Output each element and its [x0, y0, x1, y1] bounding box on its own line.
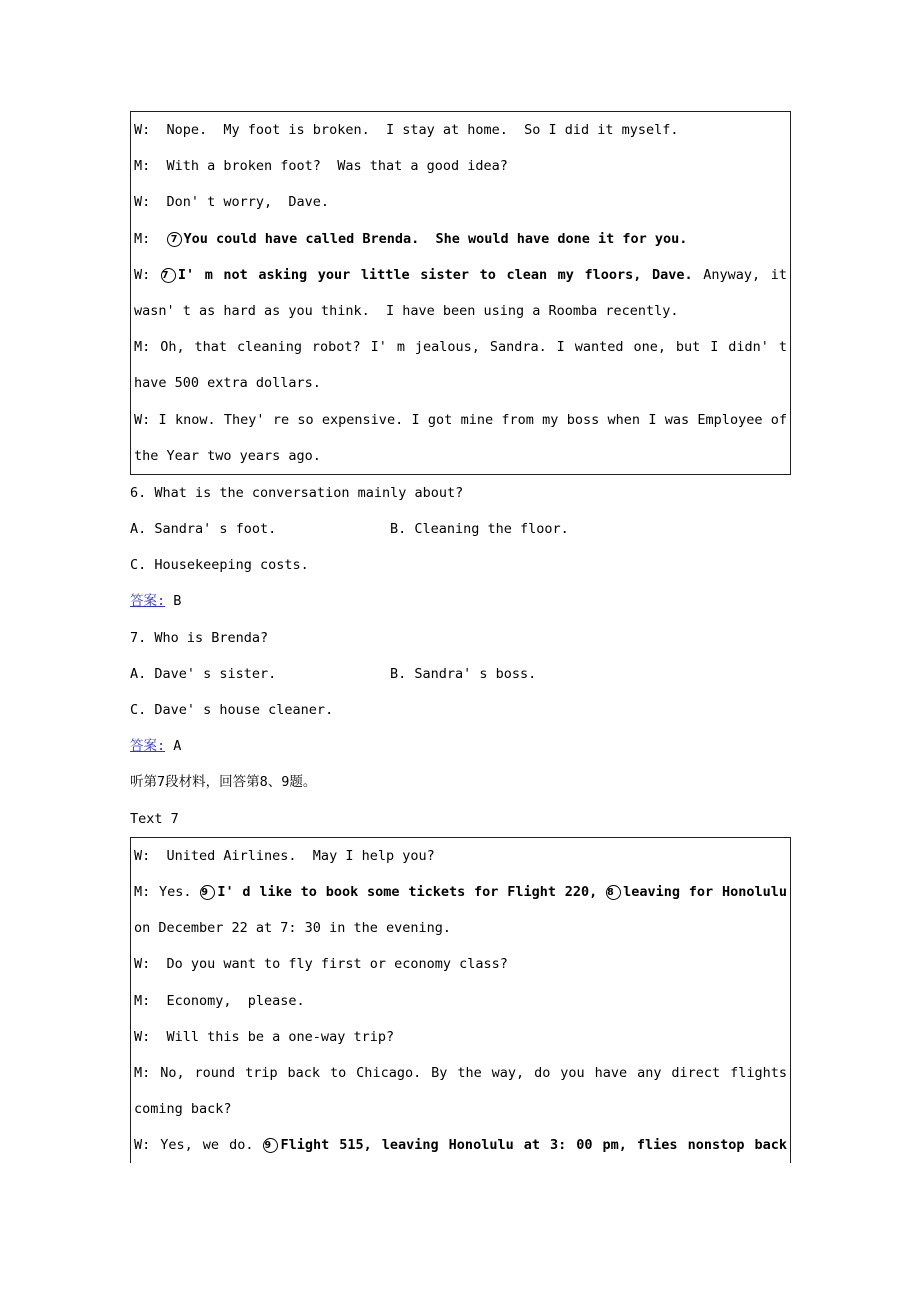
- dialogue-line: [134, 221, 787, 257]
- dialogue-line: [134, 1019, 787, 1055]
- circled-number-8-icon: 8: [606, 885, 621, 900]
- text-segment: W:: [134, 266, 161, 283]
- option-b: B. Sandra' s boss.: [390, 665, 537, 682]
- text7-heading: Text 7: [130, 810, 179, 827]
- dialogue-line: [134, 838, 787, 874]
- question-6: 6. What is the conversation mainly about?: [130, 484, 464, 501]
- answer-7: [130, 728, 791, 764]
- question-7-options: [130, 656, 791, 692]
- answer-6: [130, 583, 791, 619]
- dialogue-line: [134, 910, 787, 946]
- dialogue-line: [134, 402, 787, 438]
- dialogue-line: [134, 1091, 787, 1127]
- option-b: B. Cleaning the floor.: [390, 521, 569, 538]
- text-segment: wasn' t as hard as you think. I have been using a Roomba recently.: [134, 302, 679, 319]
- question-6-options: [130, 511, 791, 547]
- text-segment: W: Nope. My foot is broken. I stay at home. So I did it myself.: [134, 122, 679, 138]
- option-a: A. Sandra' s foot.: [130, 521, 277, 538]
- dialogue-line: [134, 148, 787, 184]
- question-7-option-c: C. Dave' s house cleaner.: [130, 702, 334, 718]
- text-segment: W: Do you want to fly first or economy class?: [134, 956, 508, 973]
- dialogue-line: [134, 1127, 787, 1163]
- listening-instruction: 听第7段材料，回答第8、9题。: [130, 774, 317, 791]
- dialogue-line: [134, 257, 787, 293]
- content-column: [130, 111, 791, 1163]
- answer-value: B: [165, 593, 182, 610]
- text-segment: the Year two years ago.: [134, 447, 321, 464]
- dialogue-line: [134, 983, 787, 1019]
- text-segment: Anyway, it: [692, 266, 787, 283]
- text-segment: have 500 extra dollars.: [134, 375, 321, 392]
- text-segment: M: Economy, please.: [134, 992, 305, 1009]
- text-segment: W: United Airlines. May I help you?: [134, 847, 435, 864]
- text-segment: M: With a broken foot? Was that a good idea?: [134, 158, 508, 175]
- dialogue-line: [134, 184, 787, 220]
- circled-number-7-icon: 7: [161, 268, 176, 283]
- question-6-option-c: C. Housekeeping costs.: [130, 557, 309, 574]
- text-segment: M: Oh, that cleaning robot? I' m jealous, Sandra. I wanted one, but I didn' t: [134, 339, 787, 356]
- text-segment: M:: [134, 230, 167, 247]
- dialogue-line: [134, 946, 787, 982]
- text-segment: W: Don' t worry, Dave.: [134, 194, 330, 211]
- dialogue-line: [134, 329, 787, 365]
- dialogue-line: [134, 293, 787, 329]
- text-segment: Flight 515, leaving Honolulu at 3: 00 pm, flies nonstop back: [280, 1137, 787, 1154]
- answer-label: 答案:: [130, 738, 166, 755]
- circled-number-9-icon: 9: [263, 1138, 278, 1153]
- text6-dialogue-box: [130, 111, 791, 475]
- text-segment: I' m not asking your little sister to clean my floors, Dave.: [177, 266, 693, 283]
- dialogue-line: [134, 438, 787, 474]
- text-segment: I' d like to book some tickets for Flight 220,: [217, 883, 607, 900]
- circled-number-7-icon: 7: [167, 232, 182, 247]
- dialogue-line: [134, 874, 787, 910]
- answer-value: A: [165, 738, 182, 755]
- text-segment: coming back?: [134, 1101, 232, 1118]
- questions-block: [130, 475, 791, 837]
- text7-dialogue-box: [130, 837, 791, 1164]
- option-a: A. Dave' s sister.: [130, 665, 277, 682]
- text-segment: leaving for Honolulu: [623, 883, 787, 900]
- dialogue-line: [134, 112, 787, 148]
- text-segment: You could have called Brenda. She would have done it for you.: [183, 230, 688, 247]
- dialogue-line: [134, 1055, 787, 1091]
- text-segment: M: No, round trip back to Chicago. By the way, do you have any direct flights: [134, 1064, 787, 1081]
- dialogue-line: [134, 365, 787, 401]
- circled-number-9-icon: 9: [200, 885, 215, 900]
- text-segment: on December 22 at 7: 30 in the evening.: [134, 920, 451, 937]
- text-segment: W: I know. They' re so expensive. I got mine from my boss when I was Employee of: [134, 411, 787, 428]
- answer-label: 答案:: [130, 593, 166, 610]
- text-segment: W: Will this be a one-way trip?: [134, 1028, 395, 1045]
- question-7: 7. Who is Brenda?: [130, 629, 269, 646]
- text-segment: M: Yes.: [134, 883, 201, 900]
- text-segment: W: Yes, we do.: [134, 1137, 264, 1154]
